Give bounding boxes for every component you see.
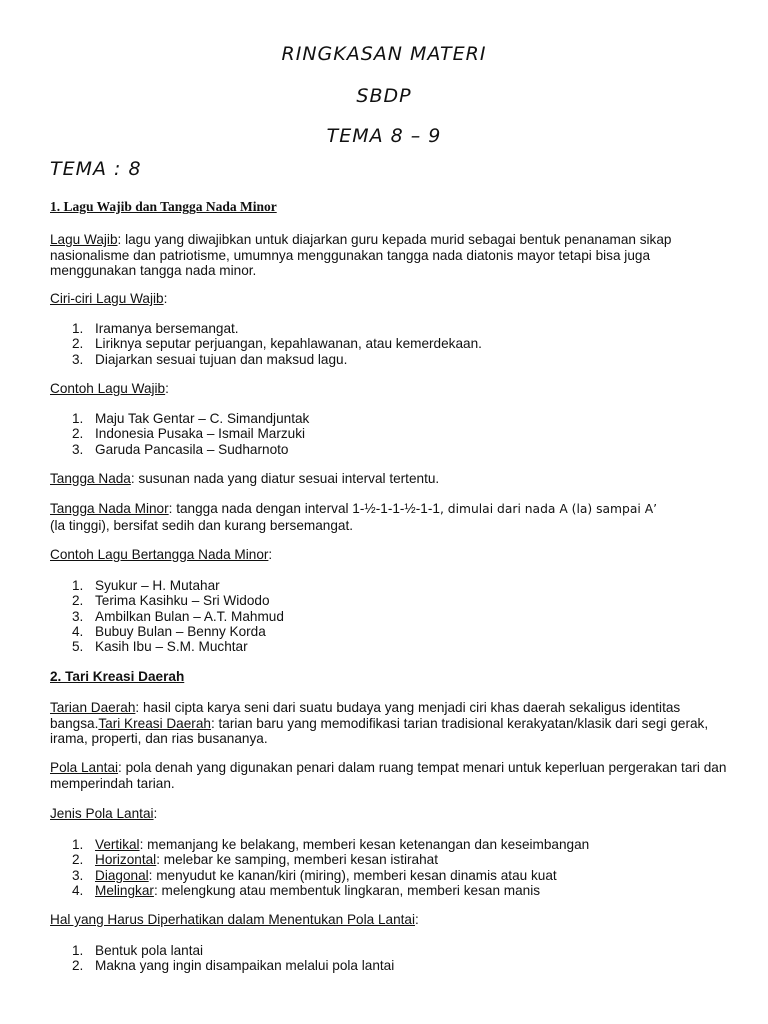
- ciri-term: Ciri-ciri Lagu Wajib: [50, 291, 164, 306]
- doc-theme-range: TEMA 8 – 9: [326, 125, 442, 147]
- list-item: 3. Garuda Pancasila – Sudharnoto: [72, 441, 289, 457]
- hal-term: Hal yang Harus Diperhatikan dalam Menentukan Pola Lantai: [50, 912, 415, 927]
- tarian-daerah-term: Tarian Daerah: [50, 700, 136, 715]
- list-item: 2. Makna yang ingin disampaikan melalui pola lantai: [72, 958, 395, 974]
- list-item: 2. Liriknya seputar perjuangan, kepahlawanan, atau kemerdekaan.: [72, 336, 482, 352]
- list-item: 3. Ambilkan Bulan – A.T. Mahmud: [72, 608, 284, 624]
- contoh-minor-list: [50, 578, 730, 654]
- list-item: 2. Horizontal: melebar ke samping, memberi kesan istirahat: [72, 852, 439, 868]
- list-item: 1. Syukur – H. Mutahar: [72, 578, 220, 593]
- list-item: 1. Iramanya bersemangat.: [72, 321, 239, 336]
- list-item: 3. Diajarkan sesuai tujuan dan maksud lagu.: [72, 351, 348, 367]
- contoh-heading: [50, 381, 730, 397]
- pola-lantai-paragraph: [50, 760, 730, 791]
- jenis-term: Jenis Pola Lantai: [50, 806, 154, 821]
- contoh-colon: :: [165, 381, 169, 396]
- hal-list: [50, 943, 730, 974]
- pola-lantai-term: Pola Lantai: [50, 760, 119, 775]
- ciri-list: [50, 321, 730, 367]
- contoh-minor-colon: :: [268, 547, 273, 562]
- doc-title: RINGKASAN MATERI: [281, 43, 487, 65]
- tari-kreasi-term: Tari Kreasi Daerah: [98, 715, 211, 731]
- pola-lantai-def: : pola denah yang digunakan penari dalam ruang tempat menari untuk keperluan pergerakan tari dan memperindah tarian.: [50, 760, 727, 791]
- tangga-nada-minor-term: Tangga Nada Minor: [50, 501, 169, 516]
- tangga-nada-paragraph: [50, 471, 730, 487]
- lagu-wajib-paragraph: [50, 232, 730, 279]
- list-item: 3. Diagonal: menyudut ke kanan/kiri (miring), memberi kesan dinamis atau kuat: [72, 867, 557, 883]
- tarian-daerah-def: : hasil cipta karya seni dari suatu budaya yang menjadi ciri khas daerah sekaligus identitas bangsa.: [50, 700, 681, 731]
- tangga-nada-def: : susunan nada yang diatur sesuai interval tertentu.: [130, 471, 440, 486]
- list-item: 1. Bentuk pola lantai: [72, 943, 204, 958]
- list-item: 2. Indonesia Pusaka – Ismail Marzuki: [72, 426, 306, 442]
- jenis-list: [50, 837, 730, 898]
- tema-heading: TEMA : 8: [50, 158, 142, 180]
- lagu-wajib-term: Lagu Wajib: [50, 232, 118, 247]
- jenis-heading: [50, 806, 730, 822]
- jenis-colon: :: [153, 806, 158, 821]
- list-item: 1. Vertikal: memanjang ke belakang, memberi kesan ketenangan dan keseimbangan: [72, 837, 590, 852]
- contoh-list: [50, 411, 730, 457]
- section1-heading: 1. Lagu Wajib dan Tangga Nada Minor: [50, 199, 277, 214]
- tarian-daerah-paragraph: [50, 700, 730, 747]
- tangga-nada-minor-paragraph: [50, 501, 730, 533]
- hal-colon: :: [414, 912, 419, 927]
- list-item: 1. Maju Tak Gentar – C. Simandjuntak: [72, 411, 310, 426]
- list-item: 2. Terima Kasihku – Sri Widodo: [72, 593, 270, 609]
- hal-heading: [50, 912, 730, 928]
- doc-subject: SBDP: [356, 85, 412, 107]
- section2-heading: 2. Tari Kreasi Daerah: [50, 669, 185, 684]
- tangga-nada-term: Tangga Nada: [50, 471, 131, 486]
- list-item: 4. Bubuy Bulan – Benny Korda: [72, 623, 266, 639]
- ciri-heading: [50, 291, 730, 307]
- contoh-term: Contoh Lagu Wajib: [50, 381, 166, 396]
- tangga-nada-minor-desc: (la tinggi), bersifat sedih dan kurang bersemangat.: [50, 517, 354, 533]
- list-item: 5. Kasih Ibu – S.M. Muchtar: [72, 639, 248, 655]
- list-item: 4. Melingkar: melengkung atau membentuk lingkaran, memberi kesan manis: [72, 882, 541, 898]
- contoh-minor-term: Contoh Lagu Bertangga Nada Minor: [50, 547, 269, 562]
- ciri-colon: :: [163, 291, 168, 306]
- tangga-nada-minor-def: : tangga nada dengan interval 1-½-1-1-½-1-1: [168, 501, 440, 516]
- lagu-wajib-def: : lagu yang diwajibkan untuk diajarkan guru kepada murid sebagai bentuk penanaman sikap nasionalisme dan patriotisme, umumnya menggunakan tangga nada diatonis mayor tetapi bisa juga menggunakan tangga nada minor.: [50, 232, 672, 278]
- tari-kreasi-def: : tarian baru yang memodifikasi tarian tradisional kerakyatan/klasik dari segi gerak, irama, properti, dan rias busananya.: [50, 715, 709, 746]
- contoh-minor-heading: [50, 547, 730, 563]
- tangga-nada-minor-range: , dimulai dari nada A (la) sampai A’: [439, 502, 658, 516]
